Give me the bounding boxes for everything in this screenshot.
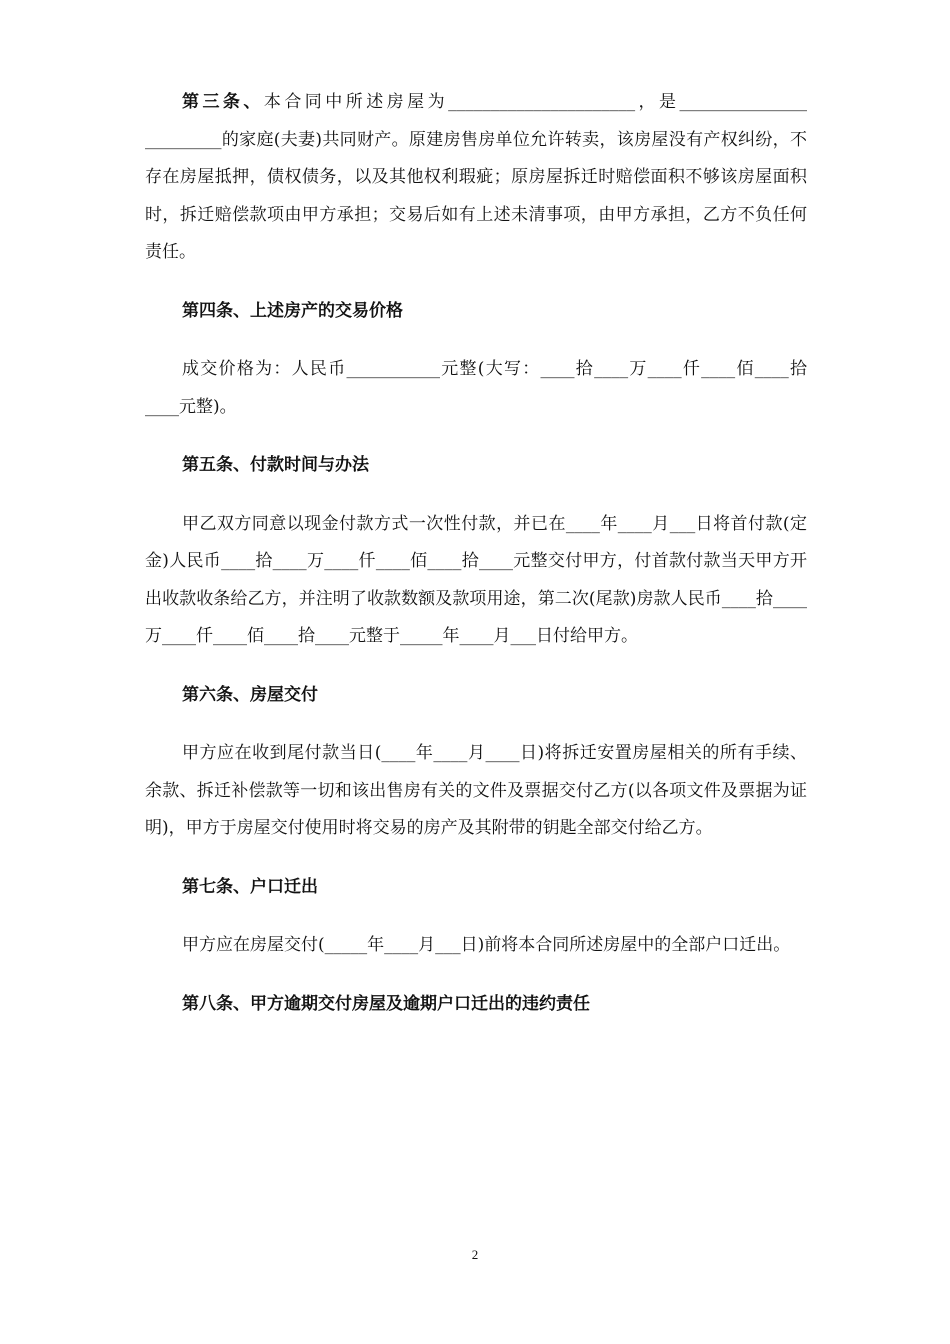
document-body [145, 84, 807, 1023]
article-6-text: 甲方应在收到尾付款当日(____年____月____日)将拆迁安置房屋相关的所有手续、余款、拆迁补偿款等一切和该出售房有关的文件及票据交付乙方(以各项文件及票据为证明)，甲方于房屋交付使用时将交易的房产及其附带的钥匙全部交付给乙方。 [145, 743, 807, 838]
article-4-text: 成交价格为：人民币___________元整(大写：____拾____万____仟____佰____拾____元整)。 [145, 359, 807, 417]
article-7-heading: 第七条、户口迁出 [182, 876, 318, 897]
page-number: 2 [471, 1247, 479, 1262]
article-5-text: 甲乙双方同意以现金付款方式一次性付款，并已在____年____月___日将首付款(定金)人民币____拾____万____仟____佰____拾____元整交付甲方，付首款付款当天甲方开出收款收条给乙方，并注明了收款数额及款项用途，第二次(尾款)房款人民币____拾____万____仟____佰____拾____元整于_____年____月___日付给甲方。 [145, 513, 807, 646]
article-3-label: 第三条、 [182, 92, 264, 112]
article-7-text: 甲方应在房屋交付(_____年____月___日)前将本合同所述房屋中的全部户口迁出。 [182, 935, 791, 955]
article-8-heading: 第八条、甲方逾期交付房屋及逾期户口迁出的违约责任 [182, 993, 590, 1014]
article-4-heading: 第四条、上述房产的交易价格 [182, 300, 403, 321]
article-5-heading: 第五条、付款时间与办法 [182, 455, 369, 475]
article-3-paragraph [145, 84, 807, 272]
article-3-text: 本合同中所述房屋为______________________，是_______________ _________的家庭(夫妻)共同财产。原建房售房单位允许转卖，该房屋没有产权纠纷，不存在房屋抵押，债权债务，以及其他权利瑕疵；原房屋拆迁时赔偿面积不够该房屋面积时，拆迁赔偿款项由甲方承担；交易后如有上述未清事项，由甲方承担，乙方不负任何责任。 [145, 92, 807, 262]
article-6-heading: 第六条、房屋交付 [182, 684, 318, 705]
